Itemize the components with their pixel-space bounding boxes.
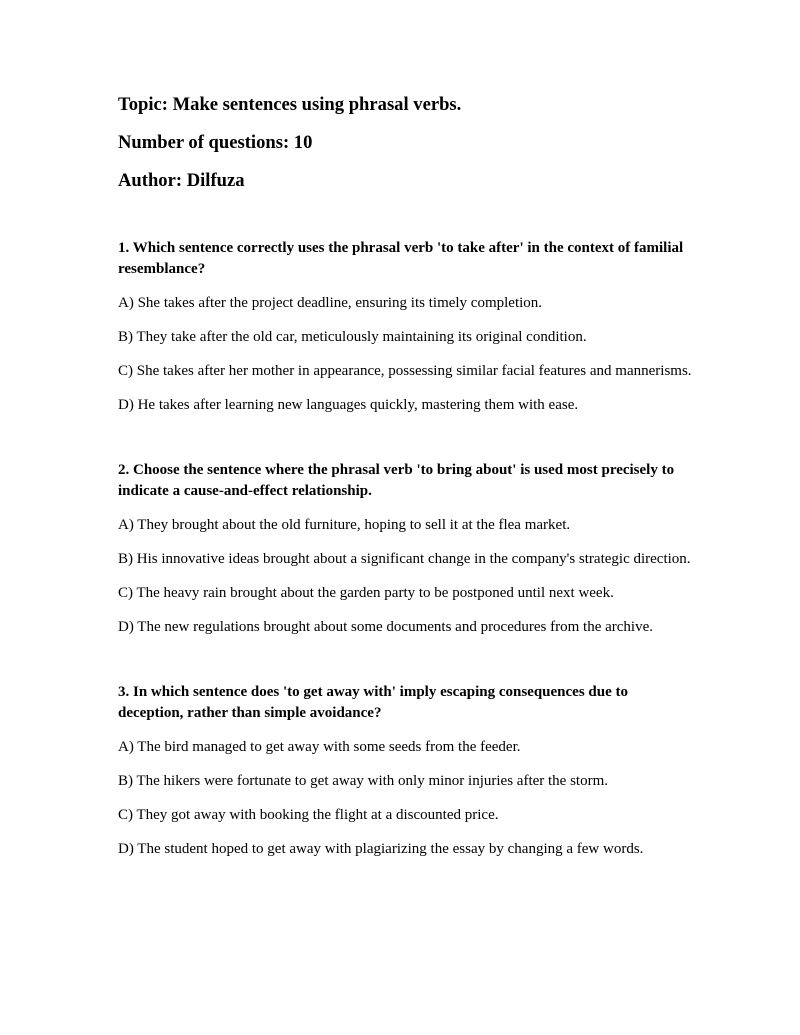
question-3 — [118, 682, 693, 860]
question-1 — [118, 238, 693, 416]
question-text: 1. Which sentence correctly uses the phrasal verb 'to take after' in the context of familial resemblance? — [118, 240, 684, 277]
option-a: A) They brought about the old furniture, hoping to sell it at the flea market. — [118, 517, 571, 533]
question-text: 2. Choose the sentence where the phrasal verb 'to bring about' is used most precisely to indicate a cause-and-effect relationship. — [118, 462, 675, 499]
option-b: B) His innovative ideas brought about a significant change in the company's strategic direction. — [118, 551, 691, 567]
document-page — [118, 93, 693, 860]
option-d: D) The student hoped to get away with plagiarizing the essay by changing a few words. — [118, 841, 644, 857]
question-2 — [118, 460, 693, 638]
author-line: Author: Dilfuza — [118, 170, 245, 191]
option-b: B) They take after the old car, meticulously maintaining its original condition. — [118, 329, 587, 345]
option-b: B) The hikers were fortunate to get away with only minor injuries after the storm. — [118, 773, 609, 789]
question-count-line: Number of questions: 10 — [118, 132, 313, 153]
topic-line: Topic: Make sentences using phrasal verbs. — [118, 94, 462, 115]
question-text: 3. In which sentence does 'to get away with' imply escaping consequences due to deception, rather than simple avoidance? — [118, 684, 629, 721]
option-c: C) They got away with booking the flight at a discounted price. — [118, 807, 499, 823]
option-c: C) She takes after her mother in appearance, possessing similar facial features and mannerisms. — [118, 363, 692, 379]
option-d: D) He takes after learning new languages quickly, mastering them with ease. — [118, 397, 579, 413]
option-c: C) The heavy rain brought about the garden party to be postponed until next week. — [118, 585, 614, 601]
option-d: D) The new regulations brought about some documents and procedures from the archive. — [118, 619, 653, 635]
option-a: A) The bird managed to get away with some seeds from the feeder. — [118, 739, 521, 755]
option-a: A) She takes after the project deadline, ensuring its timely completion. — [118, 295, 543, 311]
